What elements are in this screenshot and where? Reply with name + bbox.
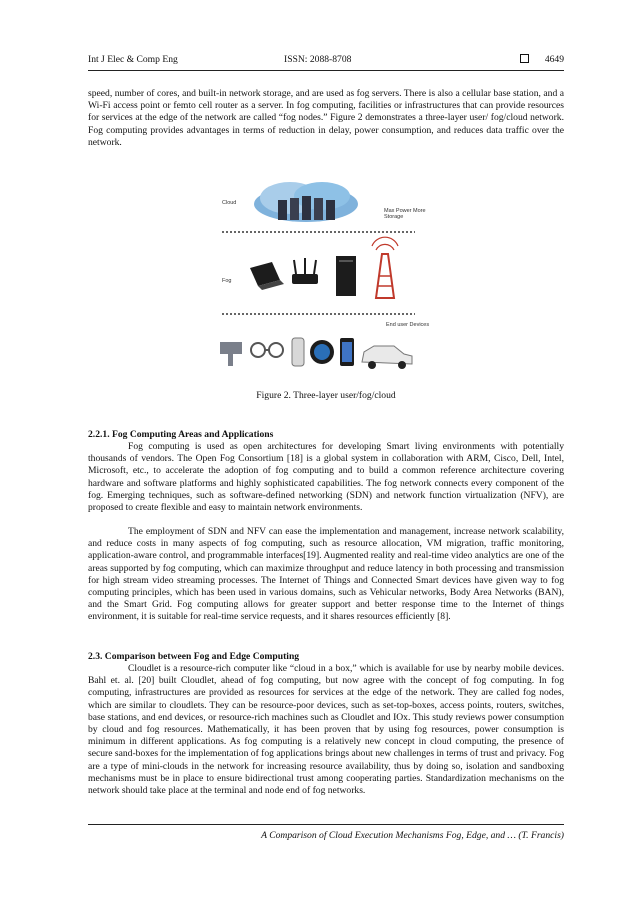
page-number: 4649: [544, 54, 564, 65]
smart-watch-icon: [310, 340, 334, 364]
router-icon: [292, 258, 318, 284]
section-title-2-3: 2.3. Comparison between Fog and Edge Computing: [88, 651, 300, 662]
figure-three-layer: [210, 176, 440, 376]
figure-caption: Figure 2. Three-layer user/fog/cloud: [256, 390, 396, 401]
label-end-user-devices: End user Devices: [386, 322, 430, 328]
label-fog: Fog: [222, 278, 232, 284]
smartphone-icon: [340, 338, 354, 366]
cell-tower-icon: [372, 237, 398, 298]
page-number-group: [520, 54, 564, 66]
header-rule: [88, 70, 564, 71]
server-tower-icon: [336, 256, 356, 296]
running-footer: A Comparison of Cloud Execution Mechanisms Fog, Edge, and … (T. Francis): [261, 830, 564, 841]
square-box-icon: [520, 54, 529, 63]
smart-glasses-icon: [251, 343, 283, 357]
footer-rule: [88, 824, 564, 825]
car-icon: [362, 346, 412, 369]
smart-speaker-icon: [292, 338, 304, 366]
journal-name: Int J Elec & Comp Eng: [88, 54, 178, 65]
label-cloud: Cloud: [222, 200, 237, 206]
figure-illustration: [210, 176, 440, 376]
section-title-2-2-1: 2.2.1. Fog Computing Areas and Applications: [88, 429, 274, 440]
issn: ISSN: 2088-8708: [284, 54, 352, 65]
camera-icon: [220, 342, 242, 366]
laptop-icon: [250, 262, 284, 290]
intro-paragraph: speed, number of cores, and built-in network storage, and are used as fog servers. There is also a cellular base station, and a Wi-Fi access point or femto cell router as a server. In fog computing, facilities or infrastructures that can provide resources for services at the edge of the network are called “fog nodes.” Figure 2 demonstrates a three-layer user/ fog/cloud network. Fog computing provides advantages in terms of reduction in delay, power consumption, and reduces data traffic over the network.: [88, 88, 564, 148]
section-2-3-paragraph-1: Cloudlet is a resource-rich computer like “cloud in a box,” which is available for use by nearby mobile devices. Bahl et. al. [20] built Cloudlet, ahead of fog computing, but now agree with the concept of fog computing. In fog computing, infrastructures are provided as resources for services at the edge of the network. They are called fog nodes, which are similar to cloudlets. They can be resource-poor devices, such as set-top-boxes, access points, routers, switches, base stations, and end devices, or resource-rich machines such as Cloudlet and IOx. This study reviews power consumption by cloud and fog resources. Mathematically, it has been proven that by using fog resources, power consumption is minimum in different applications. As fog computing is a relatively new concept in cloud computing, the presence of secure sand-boxes for the implementation of fog applications brings about new challenges in terms of trust and privacy. Fog are a type of mini-clouds in the network for increasing resource availability, thus by doing so, isolation and sandboxing mechanisms must be in place to ensure bidirectional trust among cooperating parties. Standardization mechanisms on the network should take place at the terminal and node end of fog networks.: [88, 663, 565, 797]
section-2-2-1-paragraph-1: Fog computing is used as open architectures for developing Smart living environments with potentially thousands of vendors. The Open Fog Consortium [18] is a global system in collaboration with ARM, Cisco, Dell, Intel, Microsoft, etc., to accelerate the adoption of fog computing and to build a common reference architecture covering hardware and software platforms and highly sophisticated capabilities. The fog network connects every component of the fog. Emerging techniques, such as software-defined networking (SDN) and network function virtualization (NFV), are proposed to create flexible and easy to maintain network environments.: [88, 441, 564, 514]
label-max-power: Max Power More Storage: [384, 208, 426, 220]
section-2-2-1-paragraph-2: The employment of SDN and NFV can ease the implementation and management, increase network scalability, and reduce costs in many aspects of fog computing, such as resource allocation, VM migration, traffic monitoring, application-aware control, and programmable interfaces[19]. Augmented reality and real-time video analytics are one of the areas supported by fog computing, which can maximize throughput and reduce latency in both processing and transmission for high stream video streaming processes. The Internet of Things and Connected Smart devices have given way to fog computing principles, which has been used in various domains, such as Vehicular networks, Body Area Networks (BAN), and the Smart Grid. Fog computing allows for greater support and better response time to the Internet of things environment, it is suitable for real-time service requests, and it shares resources efficiently [8].: [88, 526, 564, 623]
cloud-servers-icon: [254, 182, 358, 222]
